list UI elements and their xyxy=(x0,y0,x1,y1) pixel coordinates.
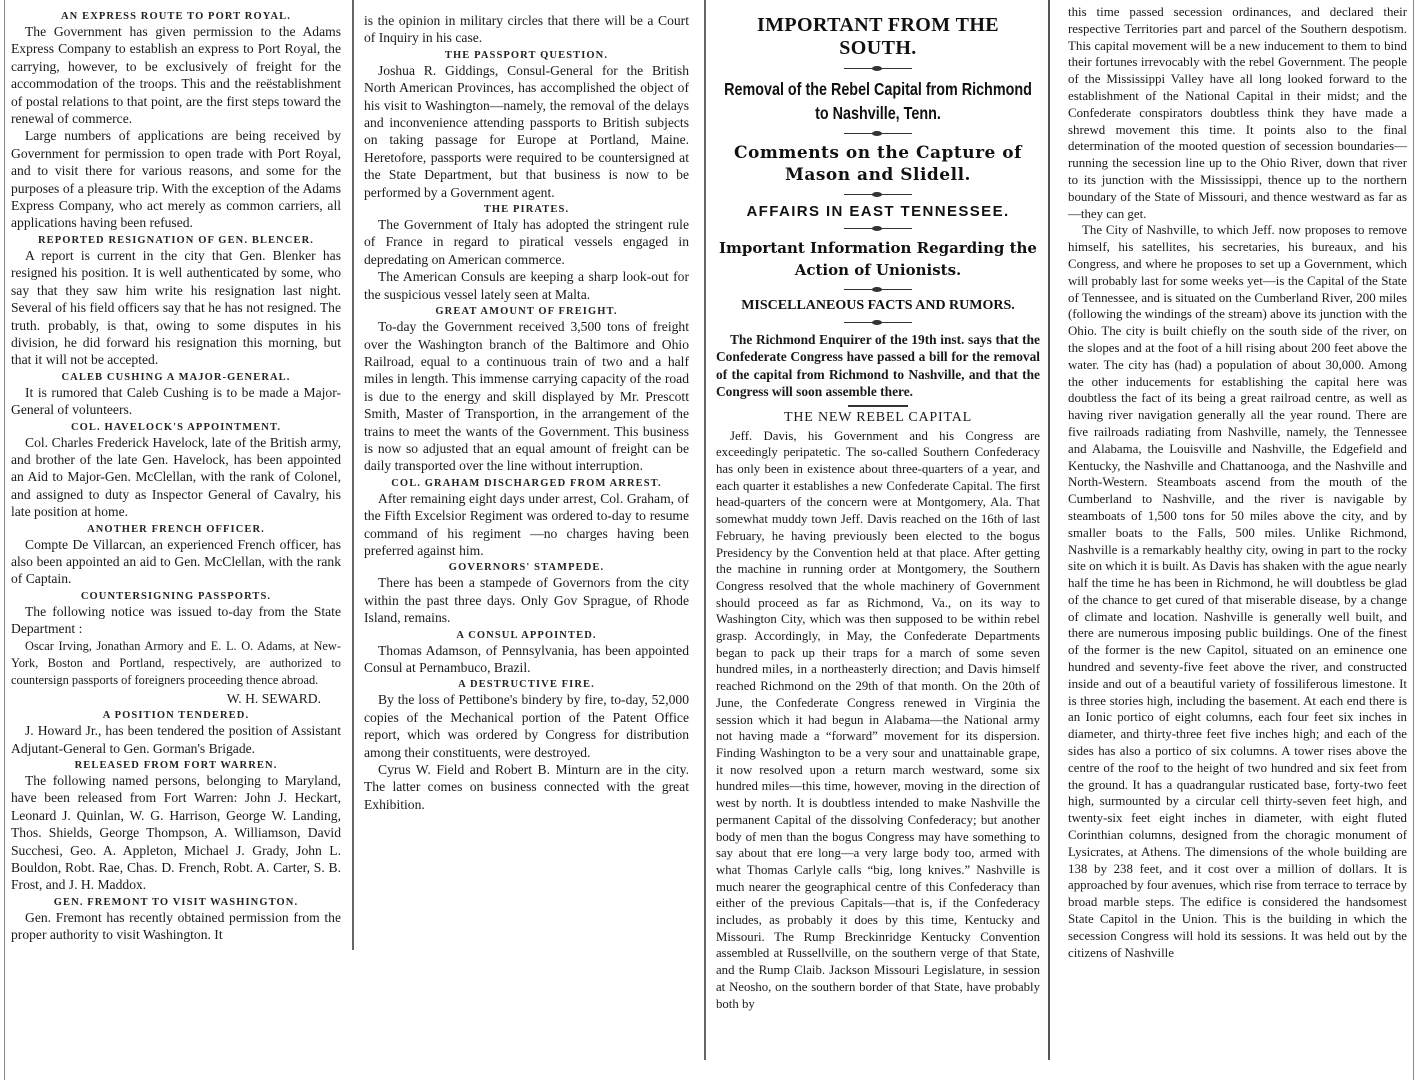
article-heading: THE PASSPORT QUESTION. xyxy=(444,49,609,61)
article-paragraph: The following notice was issued to-day from the State Department : xyxy=(11,603,341,637)
main-headline: IMPORTANT FROM THE SOUTH. xyxy=(756,14,1000,59)
article-paragraph: The following named persons, belonging to Maryland, have been released from Fort Warren: John J. Heckart, Leonard J. Quinlan, W. G. Harrison, George W. Landing, Thos. Shields, George Thompson, A. Williamson, David Succhesi, Geo. A. Appleton, Michael J. Grady, John L. Bouldon, Robt. Rae, Chas. D. French, Robt. A. Carter, S. B. Frost, and J. H. Maddox. xyxy=(11,773,341,893)
article-paragraph: The Government of Italy has adopted the stringent rule of France in regard to piratical vessels engaged in depredating on American commerce. xyxy=(364,217,689,267)
article-heading: A POSITION TENDERED. xyxy=(102,710,250,722)
column-2 xyxy=(352,0,697,950)
subheadline: Important Information Regarding the Action of Unionists. xyxy=(719,239,1037,279)
intro-paragraph: The Richmond Enquirer of the 19th inst. says that the Confederate Congress have passed a bill for the removal of the capital from Richmond to Nashville, and that the Congress will soon assemble there. xyxy=(716,332,1040,400)
article-heading: A DESTRUCTIVE FIRE. xyxy=(458,679,595,691)
article-paragraph: By the loss of Pettibone's bindery by fire, to-day, 52,000 copies of the Mechanical portion of the Patent Office report, which was ordered by Congress for distribution among their constituents, were destroyed. xyxy=(364,692,689,760)
subheadline: MISCELLANEOUS FACTS AND RUMORS. xyxy=(741,298,1015,313)
article-paragraph: Col. Charles Frederick Havelock, late of the British army, and brother of the late Gen. Havelock, has been appointed an Aid to Major-Gen. McClellan, with the rank of Colonel, and assigned to duty as Inspector General of Cavalry, his late position at home. xyxy=(11,434,341,520)
ornament-divider xyxy=(844,133,912,134)
article-heading: COUNTERSIGNING PASSPORTS. xyxy=(80,590,272,602)
article-heading: REPORTED RESIGNATION OF GEN. BLENCER. xyxy=(37,234,315,246)
column-1 xyxy=(4,0,347,1080)
article-heading: CALEB CUSHING A MAJOR-GENERAL. xyxy=(61,371,291,383)
subheadline: Removal of the Rebel Capital from Richmond to Nashville, Tenn. xyxy=(724,79,1032,123)
article-heading: GREAT AMOUNT OF FREIGHT. xyxy=(435,306,618,318)
subheadline: Comments on the Capture of Mason and Slidell. xyxy=(734,143,1022,185)
article-heading: A CONSUL APPOINTED. xyxy=(456,629,597,641)
column-3 xyxy=(704,0,1050,1060)
article-heading: COL. GRAHAM DISCHARGED FROM ARREST. xyxy=(391,477,662,489)
article-paragraph: The Government has given permission to the Adams Express Company to establish an express to Port Royal, the carrying, however, to be exclusively of freight for the accommodation of the troops. This and the reëstablishment of postal relations to that point, are the first steps toward the renewal of commerce. xyxy=(11,24,341,127)
signature: W. H. SEWARD. xyxy=(226,690,321,706)
article-heading: RELEASED FROM FORT WARREN. xyxy=(74,760,278,772)
article-heading: GEN. FREMONT TO VISIT WASHINGTON. xyxy=(53,896,299,908)
continued-paragraph: this time passed secession ordinances, and declared their respective Territories part and parcel of the Southern despotism. This capital movement will be a new inducement to them to bind their fortunes irrevocably with the rebel Government. The people of the Mississippi Valley have all long looked forward to the establishment of the National Capital in their midst; and the Confederate conspirators doubtless think they have made a shrewd movement this time. It points also to the final determination of the mooted question of secession boundaries—running the secession line up to the Ohio River, down that river to its junction with the Mississippi, thence up to the northern boundary of the State of Missouri, and thence westward as far as—they can get. xyxy=(1068,5,1407,221)
article-paragraph: Thomas Adamson, of Pennsylvania, has been appointed Consul at Pernambuco, Brazil. xyxy=(364,642,689,675)
article-heading: GOVERNORS' STAMPEDE. xyxy=(448,562,605,574)
article-heading: ANOTHER FRENCH OFFICER. xyxy=(87,523,265,535)
subheadline: AFFAIRS IN EAST TENNESSEE. xyxy=(746,203,1010,220)
column-4 xyxy=(1062,0,1414,1080)
article-paragraph: The American Consuls are keeping a sharp look-out for the suspicious vessel lately seen at Malta. xyxy=(364,269,689,302)
article-paragraph: Compte De Villarcan, an experienced French officer, has also been appointed an aid to Gen. McClellan, with the rank of Captain. xyxy=(11,536,341,587)
ornament-divider xyxy=(844,68,912,69)
article-paragraph: It is rumored that Caleb Cushing is to be made a Major-General of volunteers. xyxy=(11,384,341,418)
article-heading: THE PIRATES. xyxy=(483,204,570,216)
article-paragraph: The City of Nashville, to which Jeff. now proposes to remove himself, his satellites, his secretaries, his bureaux, and his Congress, and where he proposes to set up a Government, which will probably last for some weeks yet—is the Capital of the State of Tennessee, and is situated on the Cumberland River, 200 miles (following the windings of the stream) above its junction with the Ohio. The city is built chiefly on the south side of the river, on the slopes and at the foot of a hill rising about 200 feet above the water. The city has (had) a population of about 30,000. Among the other inducements for establishing the capital here was doubtless the fact of its being a great railroad centre, as well as having river navigation generally all the year round. There are five railroads radiating from Nashville, namely, the Tennessee and Alabama, the Louisville and Nashville, the Edgefield and Kentucky, the Nashville and Chattanooga, and the Nashville and North-Western. Steamboats ascend from the mouth of the Cumberland to Nashville, and the river is navigable by steamboats of 1,500 tons for 50 miles above the city, and by smaller boats to the Falls, 500 miles. Unlike Richmond, Nashville is a remarkably healthy city, owing in part to the rocky site on which it is built. As Davis has shaken with the ague nearly half the time he has been in Richmond, he will doubtless be glad of the chance to get cured of that miserable disease, by a change of climate and location. Nashville is generally well built, and there are numerous imposing public buildings. One of the finest of the former is the new Capitol, situated on an eminence one hundred and seventy-five feet above the river, and constructed inside and out of a beautiful variety of fossiliferous limestone. It is three stories high, including the basement. At each end there is an Ionic portico of eight columns, each four feet six inches in diameter, and thirty-three feet five inches high; and each of the sides has also a portico of six columns. A tower rises above the centre of the roof to the height of two hundred and six feet from the ground. It has a quadrangular rusticated base, forty-two feet high, surmounted by a circular cell thirty-seven feet high, and twenty-six feet eight inches in diameter, with eight fluted Corinthian columns, designed from the choragic monument of Lysicrates, at Athens. The dimensions of the whole building are 138 by 238 feet, and it cost over a million of dollars. It is approached by four avenues, which rise from terrace to terrace by broad marble steps. The edifice is considered the handsomest State Capitol in the Union. This is the building in which the secession Congress will hold its sessions. It was held out by the citizens of Nashville xyxy=(1068,223,1407,960)
article-paragraph: Oscar Irving, Jonathan Armory and E. L. O. Adams, at New-York, Boston and Portland, respectively, are authorized to countersign passports of foreigners proceeding thence abroad. xyxy=(11,638,341,688)
ornament-divider xyxy=(844,289,912,290)
article-paragraph: Jeff. Davis, his Government and his Congress are exceedingly peripatetic. The so-called Southern Confederacy has only been in existence about three-quarters of a year, and each quarter it establishes a new Confederate Capital. The first head-quarters of the concern were at Montgomery, Ala. That somewhat muddy town Jeff. Davis reached on the 16th of last February, he having previously been elected to the bogus Presidency by the Convention held at that place. After getting the machine in running order at Montgomery, the Southern Congress resolved that the whole machinery of Government should proceed as far as Richmond, Va., on its way to Washington City, which was then supposed to be within rebel grasp. Accordingly, in May, the Confederate Departments began to pack up their traps for a march of some seven hundred miles, in a northeasterly direction; and Davis himself reached Richmond on the 29th of that month. On the 20th of June, the Confederate Congress renewed in Virginia the session which it had begun in Alabama—the National army not having made a “forward” movement for its dispersion. Finding Washington to be a very sour and unattainable grape, it now resolved upon a return march westward, some six hundred miles—this time, however, moving in the direction of west by north. It is doubtless intended to make Nashville the permanent Capital of the dissolving Confederacy; but another body of men than the bogus Congress may have something to say about that ere long—a very large body too, armed with what Thomas Carlyle calls “big, long knives.” Nashville is much nearer the geographical centre of this Confederacy than either of the previous Capitals—that is, if the Confederacy includes, as probably it does by this time, Kentucky and Missouri. The Rump Breckinridge Kentucky Convention assembled at Russellville, on the southern verge of that State, and the Rump Claib. Jackson Missouri Legislature, in session at Neosho, on the southern border of that State, have probably both by xyxy=(716,428,1040,1011)
article-heading: COL. HAVELOCK'S APPOINTMENT. xyxy=(70,421,282,433)
article-paragraph: Gen. Fremont has recently obtained permission from the proper authority to visit Washington. It xyxy=(11,909,341,943)
article-paragraph: Joshua R. Giddings, Consul-General for the British North American Provinces, has accomplished the object of his visit to Washington—namely, the removal of the delays and inconvenience attending passports to British subjects on taking passage for Europe at Portland, Maine. Heretofore, passports were required to be countersigned at the State Department, but that business is now to be performed by a Government agent. xyxy=(364,62,689,200)
article-paragraph: J. Howard Jr., has been tendered the position of Assistant Adjutant-General to Gen. Gorman's Brigade. xyxy=(11,723,341,756)
article-paragraph: There has been a stampede of Governors from the city within the past three days. Only Gov Sprague, of Rhode Island, remains. xyxy=(364,575,689,626)
article-paragraph: A report is current in the city that Gen. Blenker has resigned his position. It is well authenticated by some, who say that they saw him write his resignation last night. Several of his field officers say that he has not resigned. The truth. probably, is that, owing to some disputes in his division, he did forward his resignation this morning, but that it will not be accepted. xyxy=(11,247,341,368)
ornament-divider xyxy=(844,228,912,229)
ornament-divider xyxy=(844,322,912,323)
article-paragraph: After remaining eight days under arrest, Col. Graham, of the Fifth Excelsior Regiment was ordered to-day to resume command of his regiment —no charges having been preferred against him. xyxy=(364,490,689,558)
article-paragraph: To-day the Government received 3,500 tons of freight over the Washington branch of the Baltimore and Ohio Railroad, equal to a continuous train of two and a half miles in length. This immense carrying capacity of the road is due to the energy and skill displayed by Mr. Prescott Smith, Master of Transportion, in the arrangement of the trains to meet the wants of the Government. This business is now so adjusted that an equal amount of freight can be daily transported over the line without interruption. xyxy=(364,319,689,474)
ornament-divider xyxy=(844,194,912,195)
article-paragraph: Large numbers of applications are being received by Government for permission to open trade with Port Royal, and to visit there for various reasons, and some for the purposes of a pleasure trip. With the exception of the Adams Express Company, who act merely as common carriers, all applications having been refused. xyxy=(11,128,341,231)
article-paragraph: Cyrus W. Field and Robert B. Minturn are in the city. The latter comes on business connected with the great Exhibition. xyxy=(364,762,689,812)
section-heading: THE NEW REBEL CAPITAL xyxy=(784,409,972,425)
article-heading: AN EXPRESS ROUTE TO PORT ROYAL. xyxy=(61,11,291,22)
continued-paragraph: is the opinion in military circles that there will be a Court of Inquiry in his case. xyxy=(364,13,689,46)
divider xyxy=(848,405,908,407)
